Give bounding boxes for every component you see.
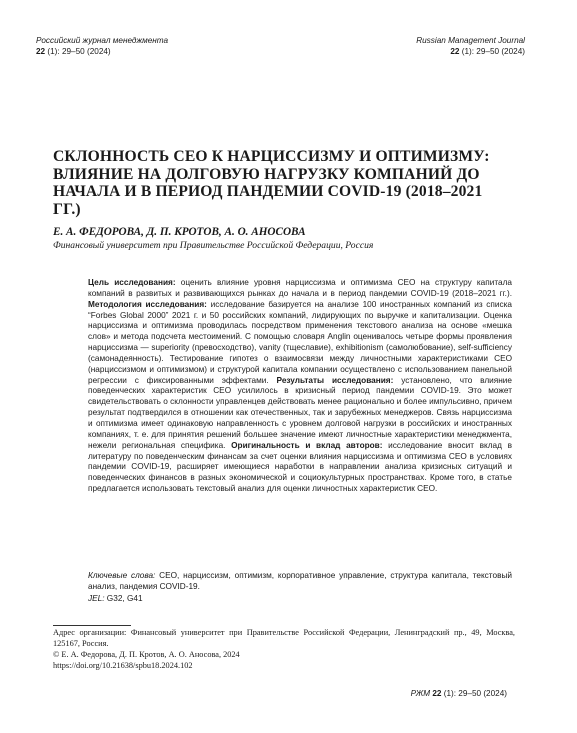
footnote bbox=[53, 628, 515, 672]
organization-address: Адрес организации: Финансовый университет при Правительстве Российской Федерации, Ленинградский пр., 49, Москва, 125167, Россия. bbox=[53, 628, 515, 648]
method-text: исследование базируется на анализе 100 иностранных компаний из списка “Forbes Global 2000” 2021 г. и 50 российских компаний, лидирующих по выручке и капитализации. Оценка нарциссизма и оптимизма проводилась посредством применения текстового анализа на основе «мешка слов» и метода подсчета местоимений. С помощью словаря Anglin оценивалось четыре формы проявления нарциссизма — superiority (превосходство), vanity (тщеславие), exhibitionism (самолюбование), self-sufficiency (самонадеянность). Тестирование гипотез о взаимосвязи между личностными характеристиками CEO (нарциссизмом и оптимизмом) и структурой капитала компании осуществлено с использованием панельной регрессии с фиксированными эффектами. bbox=[88, 299, 513, 385]
volume-number: 22 bbox=[450, 46, 460, 56]
results-text: установлено, что влияние поведенческих характеристик CEO усилилось в кризисный период пандемии COVID-19. Это может свидетельствовать о склонности управленцев действовать менее рационально и более импульсивно, причем результат подтвердился в отношении как отечественных, так и зарубежных менеджеров. Связь нарциссизма и оптимизма имеет одинаковую направленность с уровнем долговой нагрузки в российских и иностранных компаниях, т. е. для принятия решений большее значение имеют личностные характеристики менеджмента, нежели региональная специфика. bbox=[88, 375, 512, 450]
abstract bbox=[88, 278, 512, 495]
page-folio bbox=[411, 689, 507, 699]
jel-codes bbox=[88, 594, 143, 605]
issue-info-left bbox=[36, 47, 168, 58]
goal-label: Цель исследования: bbox=[88, 278, 176, 287]
goal-text: оценить влияние уровня нарциссизма и оптимизма CEO на структуру капитала компаний в развитых и развивающихся рынках до начала и в период пандемии COVID-19 (2018–2021 гг.). bbox=[88, 278, 512, 298]
method-label: Методология исследования: bbox=[88, 299, 207, 309]
doi-link[interactable]: https://doi.org/10.21638/spbu18.2024.102 bbox=[53, 660, 193, 670]
journal-name-ru: Российский журнал менеджмента bbox=[36, 36, 169, 45]
journal-name-en: Russian Management Journal bbox=[416, 36, 525, 45]
journal-abbr: РЖМ bbox=[410, 689, 431, 698]
abstract-body bbox=[88, 278, 512, 495]
running-header-left bbox=[36, 36, 168, 57]
copyright-line: © Е. А. Федорова, Д. П. Кротов, А. О. Аносова, 2024 bbox=[53, 649, 240, 659]
issue-info-right bbox=[416, 47, 525, 58]
jel-text: G32, G41 bbox=[104, 594, 143, 603]
author-affiliation: Финансовый университет при Правительстве Российской Федерации, Россия bbox=[53, 240, 374, 251]
originality-label: Оригинальность и вклад авторов: bbox=[231, 440, 383, 450]
folio-volume: 22 bbox=[432, 689, 442, 698]
originality-text: исследование вносит вклад в литературу по поведенческим финансам за счет оценки влияния нарциссизма и оптимизма CEO в условиях пандемии COVID-19, расширяет имеющиеся наработки в направлении анализа кризисных ситуаций и поведенческих финансов в разных экономической и социокультурных пространствах. Кроме того, в статье предлагается использовать текстовый анализ для оценки личностных характеристик CEO. bbox=[88, 440, 512, 494]
keywords bbox=[88, 571, 512, 593]
volume-number: 22 bbox=[36, 46, 46, 56]
jel-label: JEL: bbox=[88, 594, 105, 603]
folio-issue: (1): 29–50 (2024) bbox=[441, 689, 507, 698]
footnote-divider bbox=[53, 625, 131, 626]
running-header-right bbox=[416, 36, 525, 57]
keywords-text: CEO, нарциссизм, оптимизм, корпоративное управление, структура капитала, текстовый анализ, пандемия COVID-19. bbox=[88, 571, 512, 591]
keywords-label: Ключевые слова: bbox=[88, 571, 156, 580]
article-authors: Е. А. ФЕДОРОВА, Д. П. КРОТОВ, А. О. АНОСОВА bbox=[53, 226, 306, 238]
issue-pages: (1): 29–50 (2024) bbox=[459, 46, 525, 56]
results-label: Результаты исследования: bbox=[276, 375, 394, 385]
issue-pages: (1): 29–50 (2024) bbox=[45, 46, 111, 56]
article-title: СКЛОННОСТЬ CEO К НАРЦИССИЗМУ И ОПТИМИЗМУ: ВЛИЯНИЕ НА ДОЛГОВУЮ НАГРУЗКУ КОМПАНИЙ ДО НАЧАЛА И В ПЕРИОД ПАНДЕМИИ COVID-19 (2018–2021 ГГ.) bbox=[53, 148, 490, 218]
